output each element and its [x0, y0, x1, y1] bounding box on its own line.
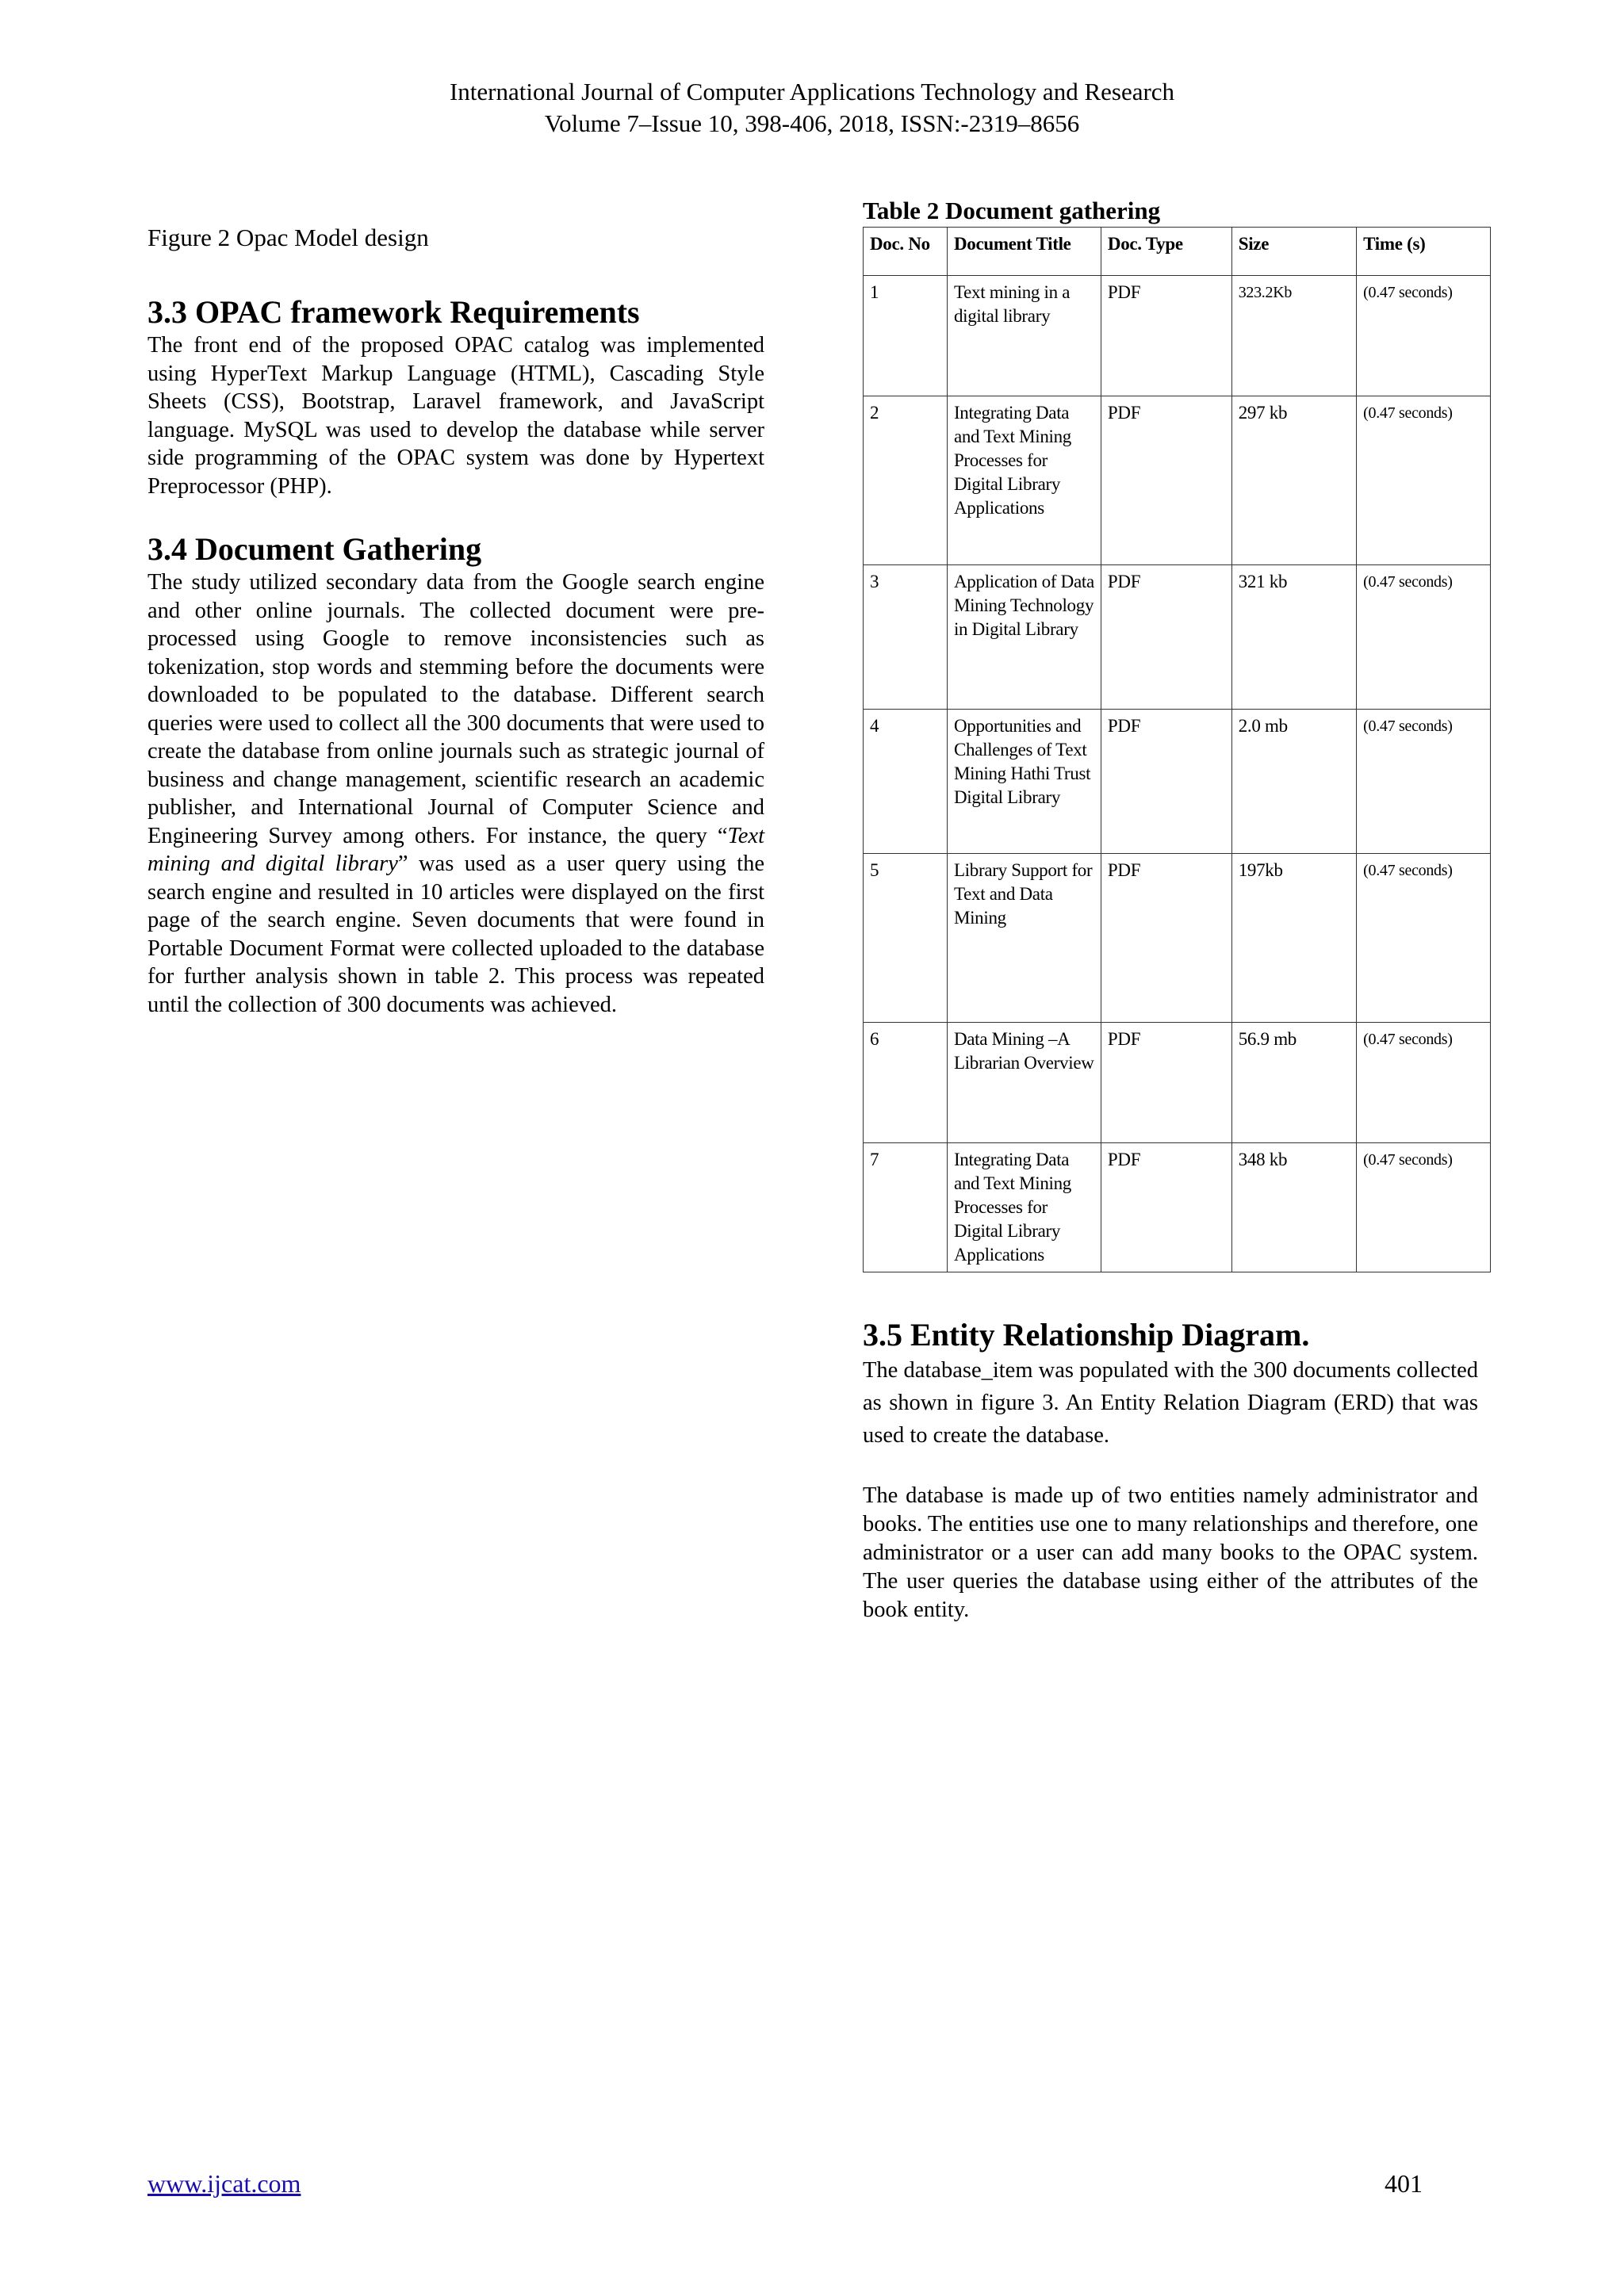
table-row — [864, 396, 1491, 565]
journal-title: International Journal of Computer Applications Technology and Research — [449, 78, 1175, 105]
body-text: The study utilized secondary data from the Google search engine and other online journals. The collected document were pre-processed using Google to remove inconsistencies such as tokenization, stop words and stemming before the documents were downloaded to be populated to the database. Different search queries were used to collect all the 300 documents that were used to create the database from online journals such as strategic journal of business and change management, scientific research an academic publisher, and International Journal of Computer Science and Engineering Survey among others. For instance, the query “ — [147, 570, 764, 848]
table-row — [864, 854, 1491, 1023]
doc-no: 3 — [864, 565, 948, 710]
doc-no: 1 — [864, 276, 948, 396]
doc-type: PDF — [1101, 276, 1231, 396]
doc-size: 197kb — [1231, 854, 1356, 1023]
journal-website-link[interactable]: www.ijcat.com — [147, 2169, 301, 2198]
page-number: 401 — [1385, 2169, 1423, 2198]
figure-caption: Figure 2 Opac Model design — [147, 224, 429, 251]
section-body: The database_item was populated with the 300 documents collected as shown in figure 3. An Entity Relation Diagram (ERD) that was used to create the database. — [863, 1358, 1478, 1448]
doc-title: Data Mining –A Librarian Overview — [947, 1023, 1101, 1143]
table-title: Table 2 Document gathering — [863, 197, 1161, 224]
doc-type: PDF — [1101, 854, 1231, 1023]
section-heading: 3.4 Document Gathering — [147, 531, 482, 567]
section-body: The database is made up of two entities namely administrator and books. The entities use one to many relationships and therefore, one administrator or a user can add many books to the OPAC system. The user queries the database using either of the attributes of the book entity. — [863, 1483, 1478, 1622]
table-row — [864, 565, 1491, 710]
section-3-5 — [863, 1316, 1478, 1624]
doc-title: Integrating Data and Text Mining Processes for Digital Library Applications — [947, 1143, 1101, 1272]
doc-no: 6 — [864, 1023, 948, 1143]
column-header: Time (s) — [1357, 228, 1491, 276]
column-header: Size — [1231, 228, 1356, 276]
doc-time: (0.47 seconds) — [1357, 565, 1491, 710]
doc-size: 348 kb — [1231, 1143, 1356, 1272]
left-column — [147, 222, 764, 1019]
column-header: Doc. No — [864, 228, 948, 276]
journal-volume: Volume 7–Issue 10, 398-406, 2018, ISSN:-2319–8656 — [544, 109, 1080, 137]
doc-no: 4 — [864, 710, 948, 854]
document-table — [863, 227, 1491, 1272]
running-header — [0, 76, 1624, 140]
table-header-row — [864, 228, 1491, 276]
doc-type: PDF — [1101, 1023, 1231, 1143]
table-row — [864, 276, 1491, 396]
doc-time: (0.47 seconds) — [1357, 396, 1491, 565]
doc-time: (0.47 seconds) — [1357, 1143, 1491, 1272]
doc-title: Library Support for Text and Data Mining — [947, 854, 1101, 1023]
column-header: Doc. Type — [1101, 228, 1231, 276]
doc-type: PDF — [1101, 396, 1231, 565]
right-column — [863, 195, 1480, 1272]
doc-type: PDF — [1101, 1143, 1231, 1272]
section-3-4 — [147, 530, 764, 1019]
section-3-3 — [147, 293, 764, 500]
body-text: ” was used as a user query using the search engine and resulted in 10 articles were displayed on the first page of the search engine. Seven documents that were found in Portable Document Format were collected uploaded to the database for further analysis shown in table 2. This process was repeated until the collection of 300 documents was achieved. — [147, 851, 764, 1017]
doc-no: 2 — [864, 396, 948, 565]
table-row — [864, 710, 1491, 854]
doc-no: 5 — [864, 854, 948, 1023]
doc-type: PDF — [1101, 565, 1231, 710]
doc-title: Opportunities and Challenges of Text Mining Hathi Trust Digital Library — [947, 710, 1101, 854]
doc-time: (0.47 seconds) — [1357, 1023, 1491, 1143]
doc-title: Application of Data Mining Technology in Digital Library — [947, 565, 1101, 710]
query-text: Text mining and digital library — [147, 823, 764, 876]
table-row — [864, 1143, 1491, 1272]
column-header: Document Title — [947, 228, 1101, 276]
section-body — [147, 568, 764, 1019]
doc-time: (0.47 seconds) — [1357, 854, 1491, 1023]
doc-size: 321 kb — [1231, 565, 1356, 710]
section-heading: 3.5 Entity Relationship Diagram. — [863, 1317, 1310, 1353]
doc-title: Integrating Data and Text Mining Processes for Digital Library Applications — [947, 396, 1101, 565]
doc-size: 2.0 mb — [1231, 710, 1356, 854]
doc-time: (0.47 seconds) — [1357, 276, 1491, 396]
doc-time: (0.47 seconds) — [1357, 710, 1491, 854]
table-row — [864, 1023, 1491, 1143]
doc-size: 297 kb — [1231, 396, 1356, 565]
doc-size: 56.9 mb — [1231, 1023, 1356, 1143]
doc-type: PDF — [1101, 710, 1231, 854]
doc-size: 323.2Kb — [1231, 276, 1356, 396]
section-heading: 3.3 OPAC framework Requirements — [147, 294, 640, 330]
doc-title: Text mining in a digital library — [947, 276, 1101, 396]
doc-no: 7 — [864, 1143, 948, 1272]
section-body: The front end of the proposed OPAC catalog was implemented using HyperText Markup Language (HTML), Cascading Style Sheets (CSS), Bootstrap, Laravel framework, and JavaScript language. MySQL was used to develop the database while server side programming of the OPAC system was done by Hypertext Preprocessor (PHP). — [147, 333, 764, 499]
